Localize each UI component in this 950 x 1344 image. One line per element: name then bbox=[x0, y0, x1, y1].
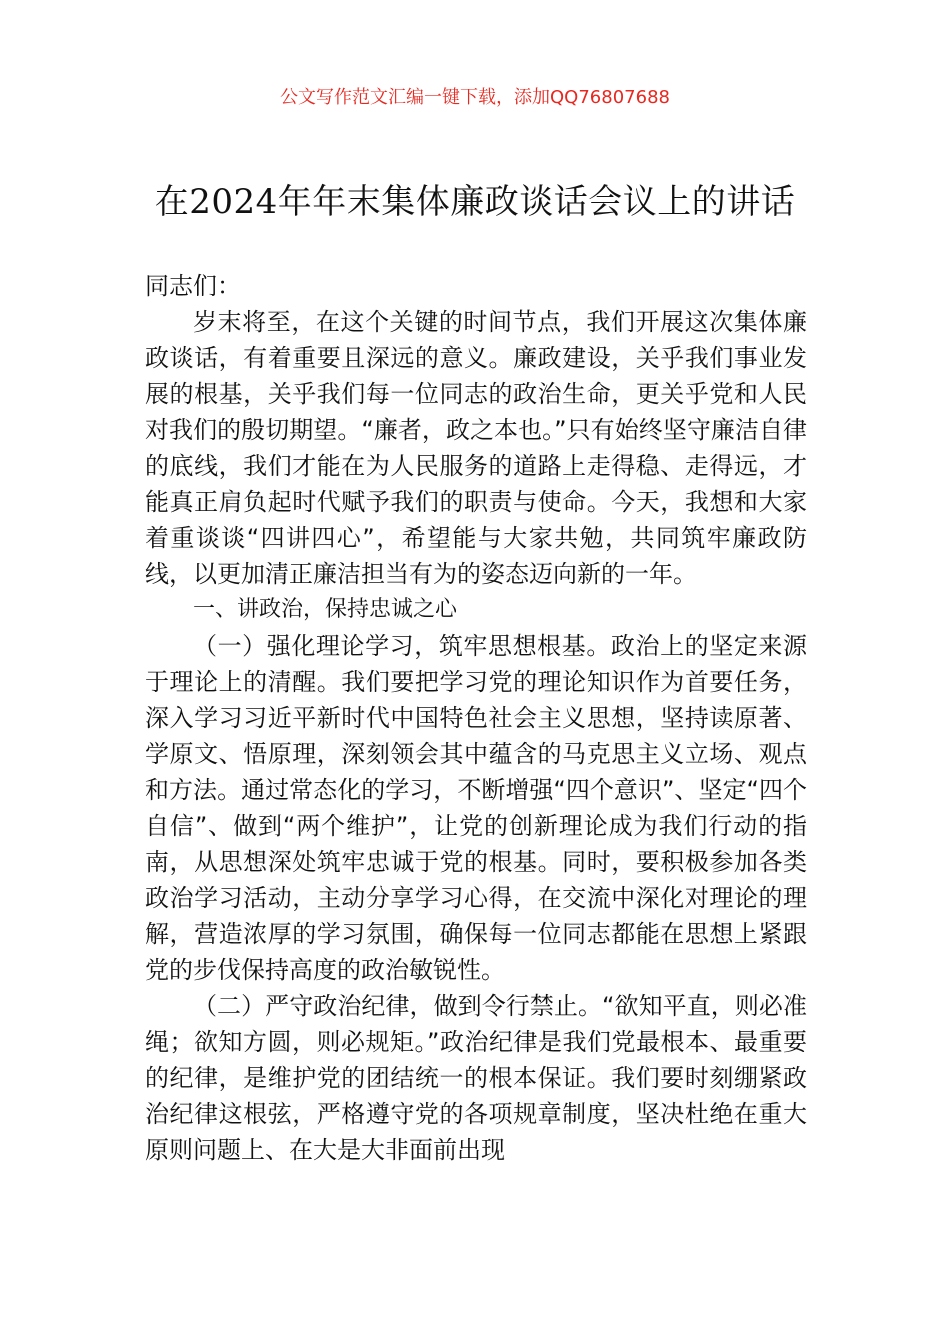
header-notice: 公文写作范文汇编一键下载，添加QQ76807688 bbox=[280, 87, 670, 108]
paragraph-political-discipline: （二）严守政治纪律，做到令行禁止。“欲知平直，则必准绳；欲知方圆，则必规矩。”政治纪律是我们党最根本、最重要的纪律，是维护党的团结统一的根本保证。我们要时刻绷紧政治纪律这根弦，严格遵守党的各项规章制度，坚决杜绝在重大原则问题上、在大是大非面前出现 bbox=[145, 992, 807, 1164]
section-heading-1: 一、讲政治，保持忠诚之心 bbox=[193, 597, 458, 622]
paragraph-theory-study: （一）强化理论学习，筑牢思想根基。政治上的坚定来源于理论上的清醒。我们要把学习党的理论知识作为首要任务，深入学习习近平新时代中国特色社会主义思想，坚持读原著、学原文、悟原理，深刻领会其中蕴含的马克思主义立场、观点和方法。通过常态化的学习，不断增强“四个意识”、坚定“四个自信”、做到“两个维护”，让党的创新理论成为我们行动的指南，从思想深处筑牢忠诚于党的根基。同时，要积极参加各类政治学习活动，主动分享学习心得，在交流中深化对理论的理解，营造浓厚的学习氛围，确保每一位同志都能在思想上紧跟党的步伐保持高度的政治敏锐性。 bbox=[145, 632, 807, 984]
paragraph-intro: 岁末将至，在这个关键的时间节点，我们开展这次集体廉政谈话，有着重要且深远的意义。廉政建设，关乎我们事业发展的根基，关乎我们每一位同志的政治生命，更关乎党和人民对我们的殷切期望。“廉者，政之本也。”只有始终坚守廉洁自律的底线，我们才能在为人民服务的道路上走得稳、走得远，才能真正肩负起时代赋予我们的职责与使命。今天，我想和大家着重谈谈“四讲四心”，希望能与大家共勉，共同筑牢廉政防线，以更加清正廉洁担当有为的姿态迈向新的一年。 bbox=[145, 308, 807, 588]
document-body bbox=[145, 268, 807, 1168]
document-title: 在2024年年末集体廉政谈话会议上的讲话 bbox=[154, 182, 796, 222]
salutation: 同志们： bbox=[145, 272, 241, 300]
